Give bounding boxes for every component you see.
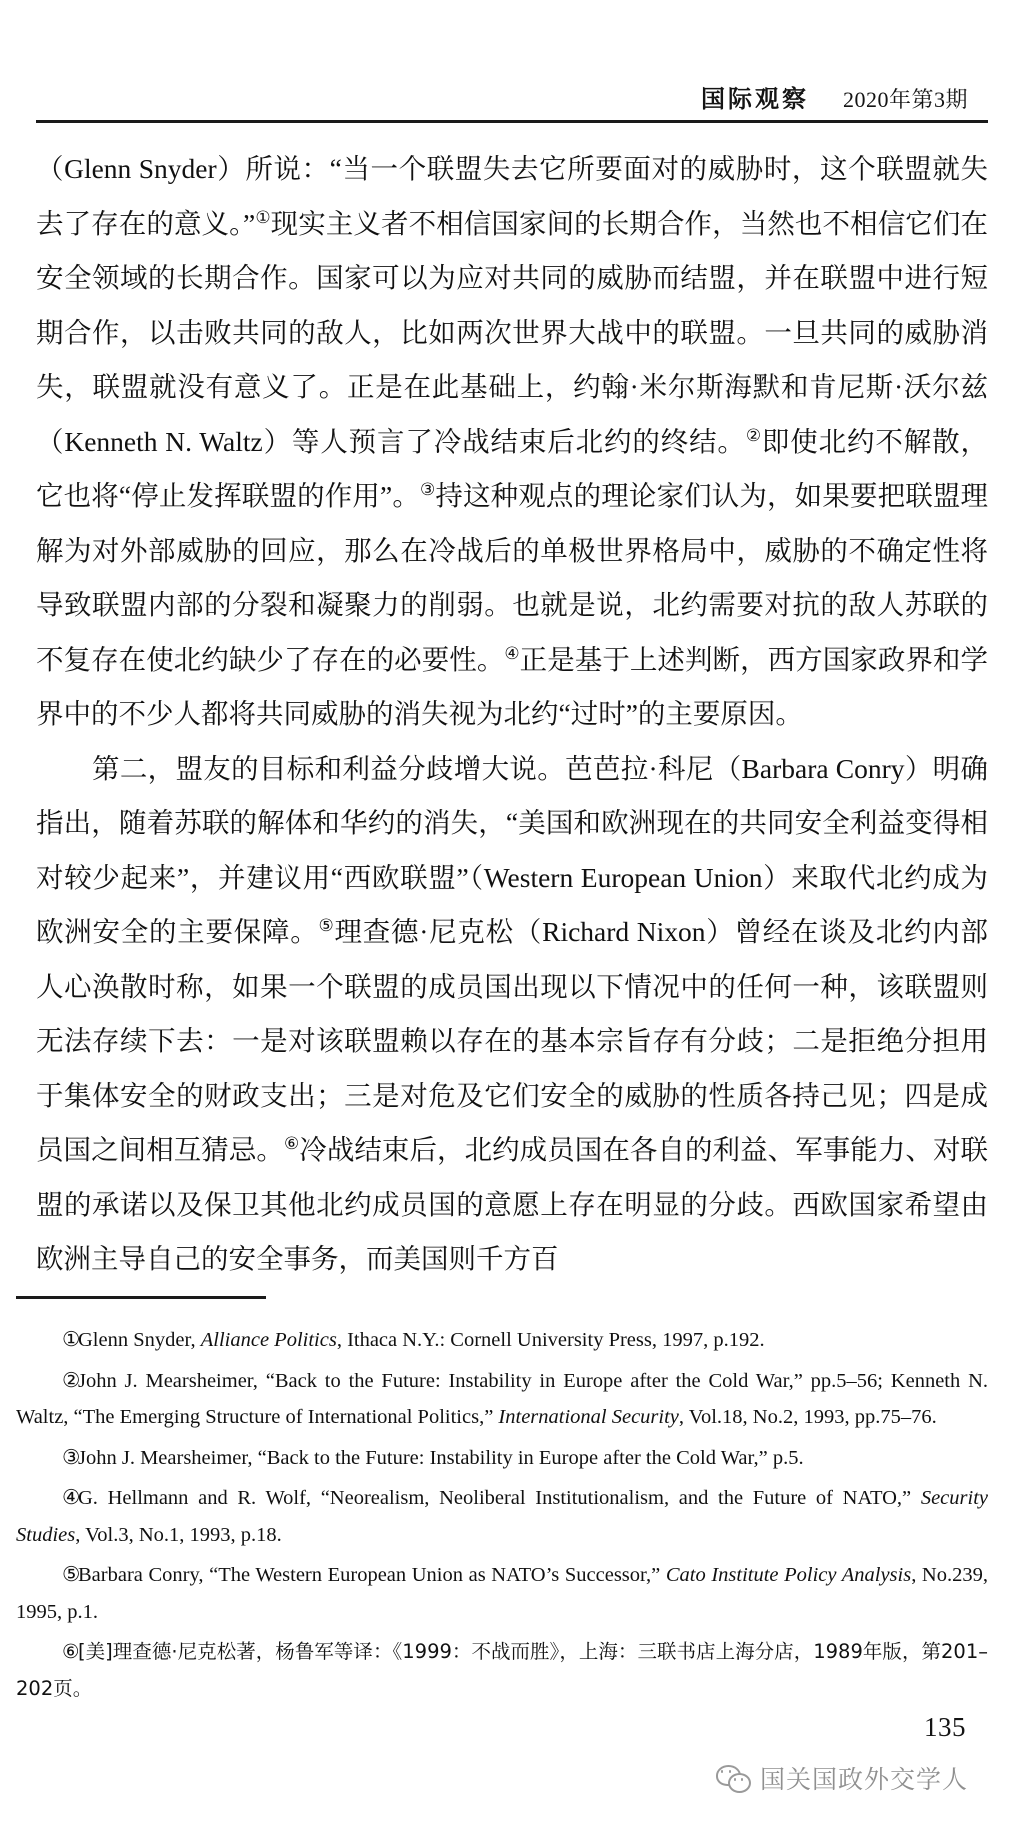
issue-label: 2020年第3期 — [842, 87, 968, 112]
body-paragraph: 第二，盟友的目标和利益分歧增大说。芭芭拉·科尼（Barbara Conry）明确指出，随着苏联的解体和华约的消失，“美国和欧洲现在的共同安全利益变得相对较少起来”，并建议用“西欧联盟”（Western European Union）来取代北约成为欧洲安全的主要保障。⑤理查德·尼克松（Richard Nixon）曾经在谈及北约内部人心涣散时称，如果一个联盟的成员国出现以下情况中的任何一种，该联盟则无法存续下去：一是对该联盟赖以存在的基本宗旨存有分歧；二是拒绝分担用于集体安全的财政支出；三是对危及它们安全的威胁的性质各持己见；四是成员国之间相互猜忌。⑥冷战结束后，北约成员国在各自的利益、军事能力、对联盟的承诺以及保卫其他北约成员国的意愿上存在明显的分歧。西欧国家希望由欧洲主导自己的安全事务，而美国则千方百 — [36, 752, 988, 1274]
footnote-marker[interactable]: ⑤ — [62, 1564, 81, 1586]
footnote-ref[interactable]: ① — [255, 207, 271, 227]
body-paragraph: （Glenn Snyder）所说：“当一个联盟失去它所要面对的威胁时，这个联盟就失去了存在的意义。”①现实主义者不相信国家间的长期合作，当然也不相信它们在安全领域的长期合作。国家可以为应对共同的威胁而结盟，并在联盟中进行短期合作，以击败共同的敌人，比如两次世界大战中的联盟。一旦共同的威胁消失，联盟就没有意义了。正是在此基础上，约翰·米尔斯海默和肯尼斯·沃尔兹（Kenneth N. Waltz）等人预言了冷战结束后北约的终结。②即使北约不解散，它也将“停止发挥联盟的作用”。③持这种观点的理论家们认为，如果要把联盟理解为对外部威胁的回应，那么在冷战后的单极世界格局中，威胁的不确定性将导致联盟内部的分裂和凝聚力的削弱。也就是说，北约需要对抗的敌人苏联的不复存在使北约缺少了存在的必要性。④正是基于上述判断，西方国家政界和学界中的不少人都将共同威胁的消失视为北约“过时”的主要原因。 — [36, 153, 988, 729]
footnote-marker[interactable]: ② — [62, 1369, 81, 1392]
wechat-icon — [716, 1764, 750, 1792]
footnote-ref[interactable]: ⑤ — [318, 915, 335, 935]
footnote-ref[interactable]: ④ — [504, 643, 520, 663]
footnote-divider — [16, 1296, 266, 1299]
footnote-text: , Vol.18, No.2, 1993, pp.75–76. — [678, 1406, 937, 1428]
footnote-text: Glenn Snyder, — [78, 1329, 201, 1351]
article-body — [36, 142, 988, 1287]
footnote-title-italic: Cato Institute Policy Analysis — [665, 1564, 912, 1586]
footnote-item — [16, 1440, 988, 1477]
footnote-text: Barbara Conry, “The Western European Union as NATO’s Successor,” — [78, 1564, 666, 1586]
footnote-marker[interactable]: ④ — [62, 1487, 81, 1509]
footnote-text: , Ithaca N.Y.: Cornell University Press, 1997, p.192. — [336, 1329, 765, 1351]
footnote-item — [16, 1634, 988, 1707]
page-number: 135 — [924, 1712, 966, 1742]
footnote-marker[interactable]: ⑥ — [62, 1640, 80, 1663]
footnote-item — [16, 1322, 988, 1359]
running-head — [56, 78, 968, 114]
footnote-item — [16, 1557, 988, 1630]
watermark — [716, 1760, 968, 1796]
footnote-title-italic: International Security — [498, 1406, 679, 1428]
header-divider — [36, 120, 988, 123]
footnote-title-italic: Alliance Politics — [200, 1329, 337, 1351]
footnote-text: John J. Mearsheimer, “Back to the Future: Instability in Europe after the Cold War,” p.5. — [78, 1446, 804, 1469]
journal-title: 国际观察 — [700, 84, 809, 113]
footnote-text: , No.239, 1995, p.1. — [16, 1564, 988, 1623]
footnote-ref[interactable]: ⑥ — [283, 1133, 300, 1153]
watermark-label: 国关国政外交学人 — [759, 1765, 968, 1794]
footnote-marker[interactable]: ① — [62, 1329, 81, 1351]
footnote-text: G. Hellmann and R. Wolf, “Neorealism, Neoliberal Institutionalism, and the Future of NATO,” — [78, 1487, 921, 1509]
footnote-item — [16, 1363, 988, 1436]
footnote-list — [16, 1322, 988, 1711]
footnote-ref[interactable]: ② — [745, 425, 762, 445]
footnote-ref[interactable]: ③ — [419, 479, 436, 499]
footnote-item — [16, 1480, 988, 1553]
footnote-title-italic: Security Studies — [16, 1487, 988, 1546]
footnote-marker[interactable]: ③ — [62, 1446, 81, 1469]
footnote-text: John J. Mearsheimer, “Back to the Future: Instability in Europe after the Cold War,” pp.5–56; Kenneth N. Waltz, “The Emerging Structure of International Politics,” — [16, 1369, 988, 1428]
footnote-text: [美]理查德·尼克松著，杨鲁军等译：《1999：不战而胜》，上海：三联书店上海分店，1989年版，第201–202页。 — [16, 1640, 988, 1700]
footnote-text: , Vol.3, No.1, 1993, p.18. — [75, 1523, 282, 1546]
